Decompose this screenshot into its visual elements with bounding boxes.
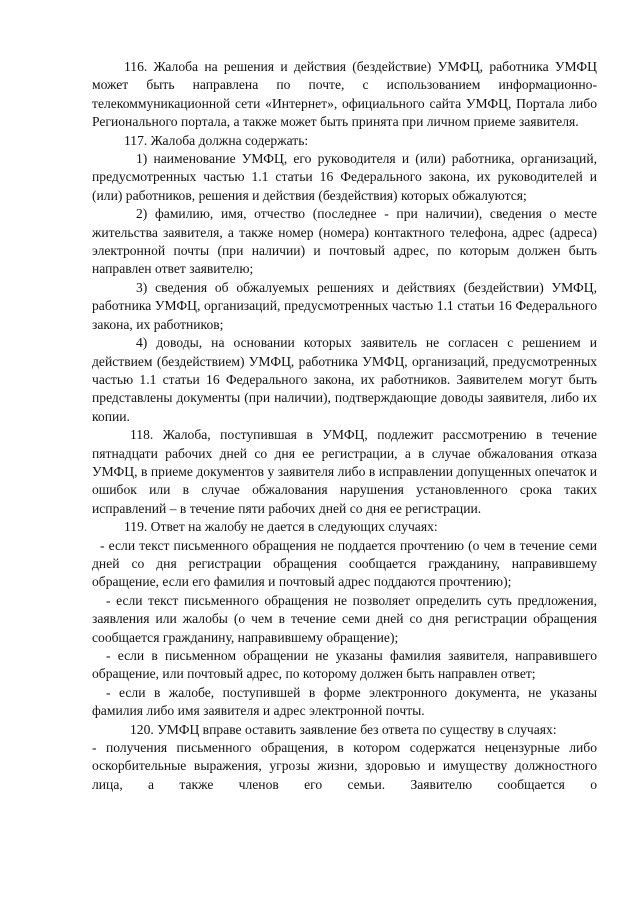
paragraph-117-item-4: 4) доводы, на основании которых заявитель не согласен с решением и действием (бездействием) УМФЦ, работника УМФЦ, организаций, предусмотренных частью 1.1 статьи 16 Федерального закона, их работников. Заявителем могут быть представлены документы (при наличии), подтверждающие доводы заявителя, либо их копии.: [92, 335, 597, 424]
paragraph-119-case-1: - если текст письменного обращения не поддается прочтению (о чем в течение семи дней со дня регистрации обращения сообщается гражданину, направившему обращение, если его фамилия и почтовый адрес поддаются прочтению);: [92, 537, 597, 590]
paragraph-120-case-1: - получения письменного обращения, в котором содержатся нецензурные либо оскорбительные выражения, угрозы жизни, здоровью и имуществу должностного лица, а также членов его семьи. Заявителю сообщается о: [92, 740, 597, 792]
paragraph-120: 120. УМФЦ вправе оставить заявление без ответа по существу в случаях:: [130, 721, 557, 737]
paragraph-119-case-3: - если в письменном обращении не указаны фамилия заявителя, направившего обращение, или почтовый адрес, по которому должен быть направлен ответ;: [92, 648, 597, 682]
paragraph-119: 119. Ответ на жалобу не дается в следующих случаях:: [124, 519, 438, 535]
paragraph-117: 117. Жалоба должна содержать:: [124, 132, 309, 148]
paragraph-117-item-1: 1) наименование УМФЦ, его руководителя и (или) работника, организаций, предусмотренных частью 1.1 статьи 16 Федерального закона, их руководителей и (или) работников, решения и действия (бездействия) которых обжалуются;: [92, 151, 597, 203]
document-page: [92, 58, 597, 794]
paragraph-119-case-4: - если в жалобе, поступившей в форме электронного документа, не указаны фамилия либо имя заявителя и адрес электронной почты.: [92, 684, 597, 719]
paragraph-118: 118. Жалоба, поступившая в УМФЦ, подлежит рассмотрению в течение пятнадцати рабочих дней со дня ее регистрации, а в случае обжалования отказа УМФЦ, в приеме документов у заявителя либо в исправлении допущенных опечаток и ошибок или в случае обжалования нарушения установленного срока таких исправлений – в течение пяти рабочих дней со дня ее регистрации.: [92, 427, 597, 516]
paragraph-117-item-2: 2) фамилию, имя, отчество (последнее - при наличии), сведения о месте жительства заявителя, а также номер (номера) контактного телефона, адрес (адреса) электронной почты (при наличии) и почтовый адрес, по которым должен быть направлен ответ заявителю;: [92, 206, 597, 277]
paragraph-119-case-2: - если текст письменного обращения не позволяет определить суть предложения, заявления или жалобы (о чем в течение семи дней со дня регистрации обращения сообщается гражданину, направившему обращение);: [92, 592, 597, 645]
paragraph-117-item-3: 3) сведения об обжалуемых решениях и действиях (бездействии) УМФЦ, работника УМФЦ, организаций, предусмотренных частью 1.1 статьи 16 Федерального закона, их работников;: [92, 279, 597, 332]
paragraph-116: 116. Жалоба на решения и действия (бездействие) УМФЦ, работника УМФЦ может быть направлена по почте, с использованием информационно-телекоммуникационной сети «Интернет», официального сайта УМФЦ, Портала либо Регионального портала, а также может быть принята при личном приеме заявителя.: [92, 59, 597, 130]
